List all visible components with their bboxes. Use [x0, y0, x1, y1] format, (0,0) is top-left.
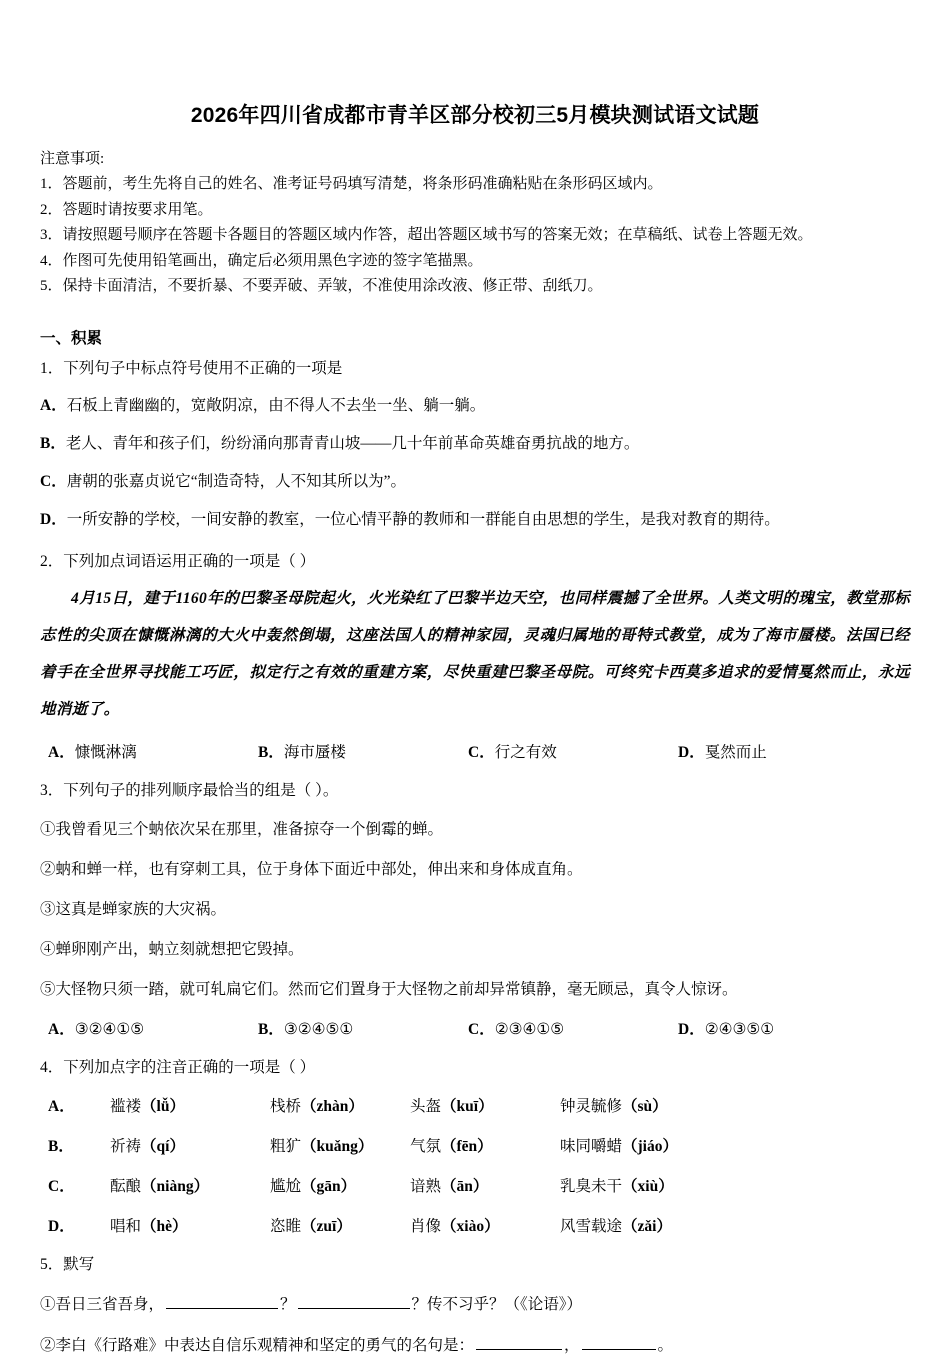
- question-2-options: [40, 738, 910, 768]
- question-4-text: 下列加点字的注音正确的一项是（ ）: [63, 1058, 316, 1076]
- pinyin-cell: [270, 1171, 410, 1202]
- choice-text: 一所安静的学校，一间安静的教室，一位心情平静的教师和一群能自由思想的学生，是我对教育的期待。: [66, 510, 780, 528]
- choice-letter: D．: [40, 510, 67, 528]
- pinyin-cell: [270, 1131, 410, 1162]
- pinyin-word: 味同嚼蜡: [560, 1137, 623, 1155]
- question-2-option-a[interactable]: [40, 738, 258, 768]
- pinyin-reading: （fēn）: [441, 1137, 493, 1155]
- pinyin-cell: [110, 1171, 270, 1202]
- choice-text: ③②④⑤①: [283, 1020, 354, 1038]
- question-4-option-d[interactable]: [40, 1211, 910, 1242]
- pinyin-reading: （kuī）: [441, 1097, 494, 1115]
- choice-letter: C．: [40, 472, 67, 490]
- choice-text: ③②④①⑤: [74, 1020, 145, 1038]
- question-2-number: 2．: [40, 552, 64, 570]
- notice-item: 3．请按照题号顺序在答题卡各题目的答题区域内作答，超出答题区域书写的答案无效；在草稿纸、试卷上答题无效。: [40, 227, 813, 244]
- pinyin-word: 肖像: [410, 1217, 442, 1235]
- choice-text: ②③④①⑤: [494, 1020, 565, 1038]
- choice-text: 海市蜃楼: [283, 743, 346, 761]
- question-3-stem: [40, 776, 910, 805]
- question-4-option-a[interactable]: [40, 1091, 910, 1122]
- fill-text-suffix: ？传不习乎？（《论语》）: [411, 1295, 583, 1313]
- pinyin-word: 祈祷: [110, 1137, 142, 1155]
- question-4-option-b[interactable]: [40, 1131, 910, 1162]
- choice-letter: C．: [468, 1020, 495, 1038]
- pinyin-cell: [110, 1131, 270, 1162]
- choice-letter: A．: [48, 1097, 75, 1115]
- pinyin-reading: （hè）: [141, 1217, 188, 1235]
- choice-text: 老人、青年和孩子们，纷纷涌向那青青山坡——几十年前革命英雄奋勇抗战的地方。: [65, 434, 640, 452]
- pinyin-cell: [110, 1211, 270, 1242]
- question-4-number: 4．: [40, 1058, 64, 1076]
- pinyin-reading: （sù）: [622, 1097, 668, 1115]
- question-2-option-b[interactable]: [258, 738, 468, 768]
- question-3-option-c[interactable]: [468, 1015, 678, 1045]
- fill-text-middle: ，: [564, 1336, 580, 1354]
- pinyin-word: 酝酿: [110, 1177, 142, 1195]
- choice-letter: C．: [468, 743, 495, 761]
- choice-letter: B．: [40, 434, 66, 452]
- question-4-option-c[interactable]: [40, 1171, 910, 1202]
- page-title: 2026年四川省成都市青羊区部分校初三5月模块测试语文试题: [190, 104, 760, 127]
- choice-text: 戛然而止: [704, 743, 767, 761]
- question-5-stem: [40, 1250, 910, 1279]
- pinyin-reading: （jiáo）: [622, 1137, 678, 1155]
- pinyin-cell: [560, 1171, 780, 1202]
- question-3-statement-5: ⑤大怪物只须一踏，就可轧扁它们。然而它们置身于大怪物之前却异常镇静，毫无顾忌，真令人惊讶。: [40, 980, 738, 998]
- pinyin-word: 钟灵毓修: [560, 1097, 623, 1115]
- question-3-options: [40, 1015, 910, 1045]
- question-5-item-2: [40, 1331, 910, 1361]
- pinyin-reading: （zhàn）: [301, 1097, 364, 1115]
- question-3-option-b[interactable]: [258, 1015, 468, 1045]
- question-5-text: 默写: [63, 1255, 95, 1273]
- pinyin-cell: [560, 1091, 780, 1122]
- question-3-statement-2: ②蚋和蝉一样，也有穿刺工具，位于身体下面近中部处，伸出来和身体成直角。: [40, 860, 583, 878]
- notice-heading: 注意事项:: [40, 151, 105, 168]
- fill-blank-input[interactable]: [166, 1294, 278, 1309]
- pinyin-reading: （qí）: [141, 1137, 185, 1155]
- pinyin-cell: [410, 1091, 560, 1122]
- question-2-stem: [40, 547, 910, 576]
- choice-text: ②④③⑤①: [704, 1020, 775, 1038]
- choice-text: 慷慨淋漓: [74, 743, 137, 761]
- question-5-item-1: [40, 1290, 910, 1320]
- pinyin-reading: （gān）: [301, 1177, 357, 1195]
- question-2-text: 下列加点词语运用正确的一项是（ ）: [63, 552, 316, 570]
- choice-text: 行之有效: [494, 743, 557, 761]
- notice-block: [40, 147, 910, 300]
- question-3-number: 3．: [40, 781, 64, 799]
- choice-letter: A．: [48, 743, 75, 761]
- question-1-choice-d[interactable]: [40, 505, 910, 535]
- question-1-choice-c[interactable]: [40, 467, 910, 497]
- choice-letter: A．: [40, 396, 67, 414]
- pinyin-word: 头盔: [410, 1097, 442, 1115]
- notice-item: 5．保持卡面清洁，不要折暴、不要弄破、弄皱，不准使用涂改液、修正带、刮纸刀。: [40, 278, 603, 295]
- choice-letter: B．: [258, 1020, 284, 1038]
- choice-text: 石板上青幽幽的，宽敞阴凉，由不得人不去坐一坐、躺一躺。: [66, 396, 486, 414]
- question-3-text: 下列句子的排列顺序最恰当的组是（ ）。: [63, 781, 339, 799]
- pinyin-word: 谙熟: [410, 1177, 442, 1195]
- pinyin-word: 褴褛: [110, 1097, 142, 1115]
- pinyin-cell: [560, 1211, 780, 1242]
- question-3-statement-4: ④蝉卵刚产出，蚋立刻就想把它毁掉。: [40, 940, 304, 958]
- question-2-option-c[interactable]: [468, 738, 678, 768]
- question-5-number: 5．: [40, 1255, 64, 1273]
- pinyin-reading: （lǚ）: [141, 1097, 185, 1115]
- pinyin-cell: [560, 1131, 780, 1162]
- question-3-statement-3: ③这真是蝉家族的大灾祸。: [40, 900, 227, 918]
- question-3-option-a[interactable]: [40, 1015, 258, 1045]
- question-1-choice-a[interactable]: [40, 391, 910, 421]
- pinyin-cell: [410, 1211, 560, 1242]
- pinyin-word: 乳臭未干: [560, 1177, 623, 1195]
- pinyin-word: 唱和: [110, 1217, 142, 1235]
- pinyin-reading: （zǎi）: [622, 1217, 672, 1235]
- pinyin-cell: [110, 1091, 270, 1122]
- question-3-statement-1: ①我曾看见三个蚋依次呆在那里，准备掠夺一个倒霉的蝉。: [40, 820, 444, 838]
- section-heading-accumulation: 一、积累: [40, 329, 103, 347]
- fill-text-prefix: ①吾日三省吾身，: [40, 1295, 165, 1313]
- pinyin-word: 粗犷: [270, 1137, 302, 1155]
- fill-blank-input[interactable]: [298, 1294, 410, 1309]
- pinyin-cell: [270, 1211, 410, 1242]
- pinyin-word: 气氛: [410, 1137, 442, 1155]
- pinyin-cell: [410, 1171, 560, 1202]
- question-4-stem: [40, 1053, 910, 1082]
- pinyin-word: 恣睢: [270, 1217, 302, 1235]
- question-1-number: 1．: [40, 359, 64, 377]
- choice-letter: A．: [48, 1020, 75, 1038]
- notice-item: 1．答题前，考生先将自己的姓名、准考证号码填写清楚，将条形码准确粘贴在条形码区域内。: [40, 176, 663, 193]
- fill-text-suffix: 。: [657, 1336, 674, 1354]
- choice-letter: D．: [678, 1020, 705, 1038]
- pinyin-reading: （zuī）: [301, 1217, 352, 1235]
- pinyin-reading: （kuǎng）: [301, 1137, 374, 1155]
- pinyin-word: 栈桥: [270, 1097, 302, 1115]
- notice-item: 2．答题时请按要求用笔。: [40, 201, 213, 218]
- question-2-option-d[interactable]: [678, 738, 888, 768]
- question-1-stem: [40, 354, 910, 383]
- fill-text-middle: ？: [280, 1295, 296, 1313]
- fill-blank-input[interactable]: [476, 1335, 562, 1350]
- pinyin-word: 尴尬: [270, 1177, 302, 1195]
- pinyin-reading: （xiù）: [622, 1177, 674, 1195]
- pinyin-cell: [270, 1091, 410, 1122]
- notice-item: 4．作图可先使用铅笔画出，确定后必须用黑色字迹的签字笔描黑。: [40, 252, 483, 269]
- choice-letter: D．: [48, 1217, 75, 1235]
- question-1-choice-b[interactable]: [40, 429, 910, 459]
- pinyin-reading: （xiào）: [441, 1217, 500, 1235]
- choice-text: 唐朝的张嘉贞说它“制造奇特，人不知其所以为”。: [66, 472, 406, 490]
- pinyin-word: 风雪载途: [560, 1217, 623, 1235]
- choice-letter: C．: [48, 1177, 75, 1195]
- question-1-text: 下列句子中标点符号使用不正确的一项是: [63, 359, 343, 377]
- question-3-option-d[interactable]: [678, 1015, 888, 1045]
- fill-text-prefix: ②李白《行路难》中表达自信乐观精神和坚定的勇气的名句是：: [40, 1336, 475, 1354]
- choice-letter: B．: [48, 1137, 74, 1155]
- fill-blank-input[interactable]: [582, 1335, 656, 1350]
- pinyin-reading: （niàng）: [141, 1177, 210, 1195]
- choice-letter: D．: [678, 743, 705, 761]
- pinyin-reading: （ān）: [441, 1177, 489, 1195]
- pinyin-cell: [410, 1131, 560, 1162]
- choice-letter: B．: [258, 743, 284, 761]
- question-2-passage: 4月15日，建于1160年的巴黎圣母院起火，火光染红了巴黎半边天空，也同样震撼了全世界。人类文明的瑰宝，教堂那标志性的尖顶在慷慨淋漓的大火中轰然倒塌，这座法国人的精神家园，灵魂归属地的哥特式教堂，成为了海市蜃楼。法国已经着手在全世界寻找能工巧匠，拟定行之有效的重建方案，尽快重建巴黎圣母院。可终究卡西莫多追求的爱情戛然而止，永远地消逝了。: [40, 589, 910, 718]
